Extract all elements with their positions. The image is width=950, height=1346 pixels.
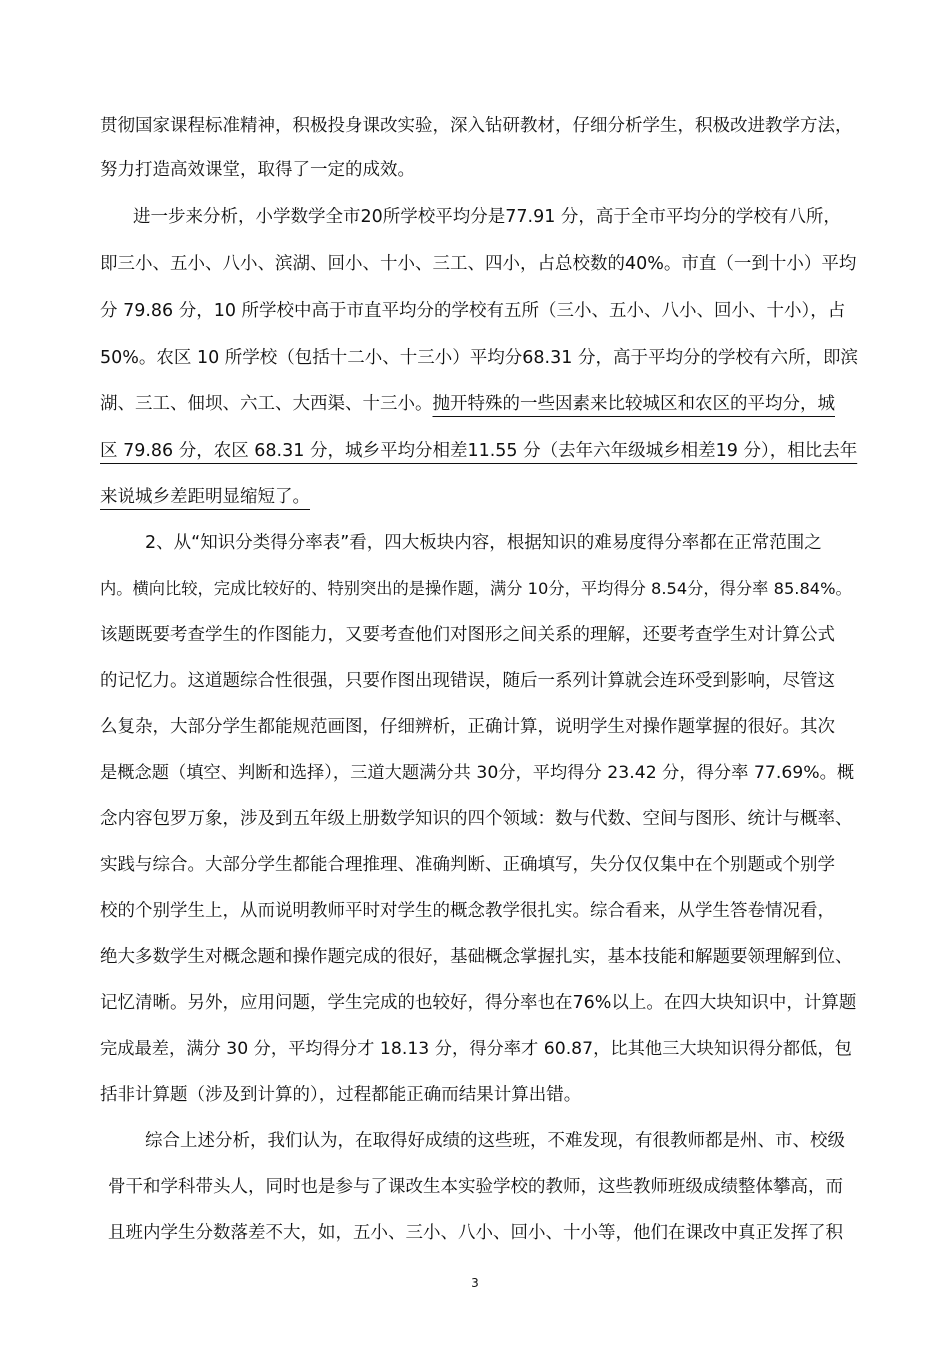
paragraph-3-line-13: 括非计算题（涉及到计算的），过程都能正确而结果计算出错。 [100, 1085, 582, 1105]
paragraph-3-line-1: 2、从“知识分类得分率表”看，四大板块内容，根据知识的难易度得分率都在正常范围之 [145, 533, 822, 553]
paragraph-3-line-4: 的记忆力。这道题综合性很强，只要作图出现错误，随后一系列计算就会连环受到影响，尽管这 [100, 671, 835, 691]
paragraph-4-line-3: 且班内学生分数落差不大，如，五小、三小、八小、回小、十小等，他们在课改中真正发挥了积 [108, 1223, 843, 1243]
paragraph-1-line-1: 贯彻国家课程标准精神，积极投身课改实验，深入钻研教材，仔细分析学生，积极改进教学方法， [100, 116, 853, 136]
paragraph-2-line-4: 50%。农区 10 所学校（包括十二小、十三小）平均分68.31 分，高于平均分的学校有六所，即滨 [100, 348, 858, 368]
paragraph-2-line-1: 进一步来分析，小学数学全市20所学校平均分是77.91 分，高于全市平均分的学校有八所， [133, 207, 841, 227]
paragraph-3-line-9: 校的个别学生上，从而说明教师平时对学生的概念教学很扎实。综合看来，从学生答卷情况看， [100, 901, 835, 921]
paragraph-3-line-8: 实践与综合。大部分学生都能合理推理、准确判断、正确填写，失分仅仅集中在个别题或个别学 [100, 855, 835, 875]
paragraph-2-line-5-underlined: 抛开特殊的一些因素来比较城区和农区的平均分，城 [432, 394, 835, 414]
paragraph-3-line-5: 么复杂，大部分学生都能规范画图，仔细辨析，正确计算，说明学生对操作题掌握的很好。其次 [100, 717, 835, 737]
page-number: 3 [471, 1276, 479, 1290]
paragraph-2-line-5-plain: 湖、三工、佃坝、六工、大西渠、十三小。 [100, 394, 433, 414]
paragraph-3-line-12: 完成最差，满分 30 分，平均得分才 18.13 分，得分率才 60.87，比其他三大块知识得分都低，包 [100, 1039, 852, 1059]
paragraph-2-line-7: 来说城乡差距明显缩短了。 [100, 487, 310, 507]
paragraph-3-line-6: 是概念题（填空、判断和选择），三道大题满分共 30分，平均得分 23.42 分，得分率 77.69%。概 [100, 763, 855, 783]
paragraph-3-line-2: 内。横向比较，完成比较好的、特别突出的是操作题，满分 10分，平均得分 8.54分，得分率 85.84%。 [100, 579, 852, 598]
paragraph-2-line-3: 分 79.86 分，10 所学校中高于市直平均分的学校有五所（三小、五小、八小、回小、十小），占 [100, 301, 846, 321]
paragraph-2-line-5 [100, 390, 835, 418]
paragraph-3-line-3: 该题既要考查学生的作图能力，又要考查他们对图形之间关系的理解，还要考查学生对计算公式 [100, 625, 835, 645]
paragraph-1-line-2: 努力打造高效课堂，取得了一定的成效。 [100, 160, 415, 180]
paragraph-3-line-11: 记忆清晰。另外，应用问题，学生完成的也较好，得分率也在76%以上。在四大块知识中，计算题 [100, 993, 857, 1013]
paragraph-4-line-1: 综合上述分析，我们认为，在取得好成绩的这些班，不难发现，有很教师都是州、市、校级 [145, 1131, 845, 1151]
paragraph-2-line-6: 区 79.86 分，农区 68.31 分，城乡平均分相差11.55 分（去年六年级城乡相差19 分），相比去年 [100, 441, 858, 461]
paragraph-3-line-7: 念内容包罗万象，涉及到五年级上册数学知识的四个领域：数与代数、空间与图形、统计与概率、 [100, 809, 853, 829]
paragraph-3-line-10: 绝大多数学生对概念题和操作题完成的很好，基础概念掌握扎实，基本技能和解题要领理解到位、 [100, 947, 853, 967]
paragraph-4-line-2: 骨干和学科带头人，同时也是参与了课改生本实验学校的教师，这些教师班级成绩整体攀高，而 [108, 1177, 843, 1197]
paragraph-2-line-2: 即三小、五小、八小、滨湖、回小、十小、三工、四小，占总校数的40%。市直（一到十小）平均 [100, 254, 857, 274]
